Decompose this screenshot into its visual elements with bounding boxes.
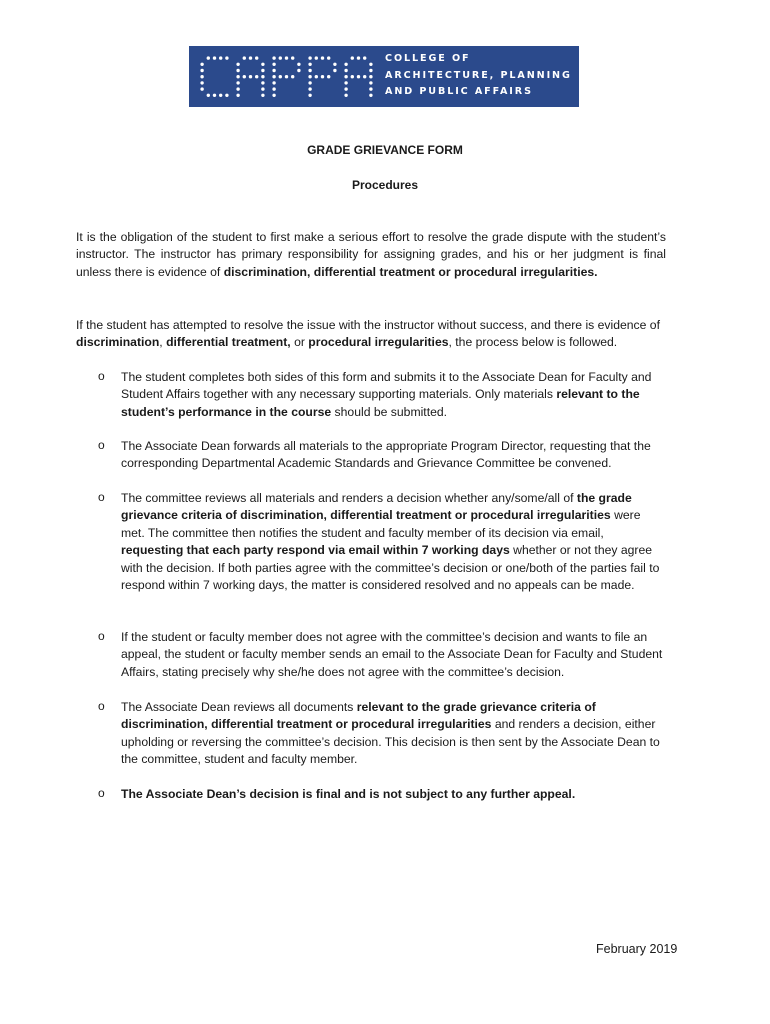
bullet-3: o <box>98 490 105 504</box>
logo-dot <box>255 75 258 78</box>
logo-dot <box>333 63 336 66</box>
logo-dot <box>236 94 239 97</box>
logo-dot <box>351 56 354 59</box>
logo-dot <box>308 94 311 97</box>
logo-dot <box>308 69 311 72</box>
logo-dot <box>369 87 372 90</box>
logo-dot <box>236 63 239 66</box>
logo-dot <box>344 75 347 78</box>
logo-dot <box>200 63 203 66</box>
logo-dot <box>344 81 347 84</box>
process-paragraph <box>76 317 666 352</box>
logo-line-1: COLLEGE OF <box>385 53 471 64</box>
logo-dot <box>261 75 264 78</box>
logo-dot <box>369 69 372 72</box>
logo-dot <box>225 56 228 59</box>
logo-dot <box>344 63 347 66</box>
document-subtitle: Procedures <box>351 178 419 192</box>
logo-dot <box>200 75 203 78</box>
process-text-2: , <box>159 335 167 350</box>
logo-dot <box>344 94 347 97</box>
logo-dot <box>225 94 228 97</box>
logo-dot <box>327 56 330 59</box>
step-4 <box>121 629 666 681</box>
logo-dot <box>243 56 246 59</box>
bullet-4: o <box>98 629 105 643</box>
logo-dot <box>272 87 275 90</box>
logo-dot <box>272 94 275 97</box>
logo-line-2: ARCHITECTURE, PLANNING <box>385 69 572 81</box>
intro-bold: discrimination, differential treatment or procedural irregularities. <box>223 264 598 279</box>
step-3-text: The committee reviews all materials and renders a decision whether any/some/all of <box>121 491 577 505</box>
logo-college-name <box>385 51 572 101</box>
logo-dot <box>272 75 275 78</box>
logo-dot <box>369 63 372 66</box>
logo-dot <box>308 75 311 78</box>
logo-dot <box>255 56 258 59</box>
logo-dot <box>321 75 324 78</box>
intro-paragraph <box>76 229 666 281</box>
logo-dot <box>291 56 294 59</box>
bullet-1: o <box>98 369 105 383</box>
logo-dot <box>200 69 203 72</box>
logo-dot <box>236 69 239 72</box>
logo-dot <box>261 81 264 84</box>
logo-dot <box>261 87 264 90</box>
step-5-text-2: and renders a decision, either upholding or reversing the committee’s decision. This decision is then sent by the Associate Dean to the committee, student and faculty member. <box>121 717 660 767</box>
bullet-2: o <box>98 438 105 452</box>
logo-dot <box>297 63 300 66</box>
step-1-bold: relevant to the student’s performance in the course <box>121 387 640 419</box>
logo-dot <box>357 56 360 59</box>
process-text-4: , the process below is followed. <box>448 335 618 350</box>
step-5-bold: relevant to the grade grievance criteria of discrimination, differential treatment or procedural irregularities <box>121 700 596 732</box>
process-bold-3: procedural irregularities <box>308 335 449 350</box>
step-5-text: The Associate Dean reviews all documents <box>121 700 357 714</box>
logo-dot <box>357 75 360 78</box>
logo-dot <box>369 94 372 97</box>
logo-dot <box>261 94 264 97</box>
logo-dot <box>297 69 300 72</box>
step-5 <box>121 699 666 769</box>
logo-dot <box>207 94 210 97</box>
logo-dot <box>272 81 275 84</box>
logo-dot <box>261 63 264 66</box>
logo-dot <box>308 87 311 90</box>
logo-dot <box>363 56 366 59</box>
logo-dot <box>327 75 330 78</box>
logo-dot <box>291 75 294 78</box>
logo-dot <box>243 75 246 78</box>
step-3 <box>121 490 666 594</box>
logo-dot <box>207 56 210 59</box>
logo-dot <box>200 81 203 84</box>
logo-dot <box>344 87 347 90</box>
step-3-bold-2: requesting that each party respond via email within 7 working days <box>121 543 510 558</box>
logo-dot <box>272 63 275 66</box>
logo-dot <box>369 81 372 84</box>
process-text-3: or <box>290 335 309 350</box>
logo-dot <box>272 69 275 72</box>
bullet-6: o <box>98 786 105 800</box>
document-title: GRADE GRIEVANCE FORM <box>307 143 463 157</box>
step-6 <box>121 786 666 803</box>
step-1 <box>121 369 666 421</box>
bullet-5: o <box>98 699 105 713</box>
logo-dot <box>219 94 222 97</box>
logo-dot <box>249 75 252 78</box>
logo-dot <box>272 56 275 59</box>
logo-dot <box>236 75 239 78</box>
logo-dot <box>308 63 311 66</box>
logo-dot <box>308 81 311 84</box>
logo-dot <box>315 75 318 78</box>
logo-dot <box>213 94 216 97</box>
logo-dot <box>219 56 222 59</box>
process-bold-1: discrimination <box>76 335 160 350</box>
step-2 <box>121 438 666 473</box>
logo-line-3: AND PUBLIC AFFAIRS <box>385 86 533 97</box>
step-2-text: The Associate Dean forwards all materials to the appropriate Program Director, requesting that the corresponding Departmental Academic Standards and Grievance Committee be convened. <box>121 439 651 471</box>
logo-dot <box>285 75 288 78</box>
logo-dot <box>363 75 366 78</box>
process-bold-2: differential treatment, <box>166 335 291 350</box>
step-4-text: If the student or faculty member does not agree with the committee’s decision and wants to file an appeal, the student or faculty member sends an email to the Associate Dean for Faculty and Student Affairs, stating precisely why she/he does not agree with the committee’s decision. <box>121 630 663 679</box>
logo-dot <box>261 69 264 72</box>
logo-dot <box>200 87 203 90</box>
logo-dot <box>333 69 336 72</box>
logo-dot <box>344 69 347 72</box>
step-3-bold: the grade grievance criteria of discrimination, differential treatment or procedural irregularities <box>121 491 632 523</box>
step-1-text: The student completes both sides of this form and submits it to the Associate Dean for Faculty and Student Affairs together with any necessary supporting materials. Only materials <box>121 370 652 402</box>
logo-dot <box>285 56 288 59</box>
logo-dot <box>213 56 216 59</box>
logo-dot <box>321 56 324 59</box>
cappa-dot-wordmark <box>189 46 379 107</box>
step-6-bold: The Associate Dean’s decision is final and is not subject to any further appeal. <box>121 787 576 801</box>
logo-dot <box>369 75 372 78</box>
logo-dot <box>236 81 239 84</box>
logo-dot <box>308 56 311 59</box>
logo-dot <box>236 87 239 90</box>
logo-dot <box>279 56 282 59</box>
step-1-text-2: should be submitted. <box>331 404 448 419</box>
step-3-text-3: whether or not they agree with the decision. If both parties agree with the committee’s decision or one/both of the parties fail to respond within 7 working days, the matter is considered resolved and no appeals can be made. <box>121 543 660 593</box>
cappa-logo <box>189 46 579 107</box>
logo-dot <box>279 75 282 78</box>
step-3-text-2: were met. The committee then notifies the student and faculty member of its decision via email, <box>121 508 641 540</box>
logo-dot <box>249 56 252 59</box>
process-text-1: If the student has attempted to resolve the issue with the instructor without success, and there is evidence of <box>76 318 660 332</box>
logo-dot <box>351 75 354 78</box>
intro-text: It is the obligation of the student to first make a serious effort to resolve the grade dispute with the student’s instructor. The instructor has primary responsibility for assigning grades, and his or her judgment is final unless there is evidence of <box>76 230 666 279</box>
logo-dot <box>315 56 318 59</box>
document-date: February 2019 <box>596 942 678 956</box>
